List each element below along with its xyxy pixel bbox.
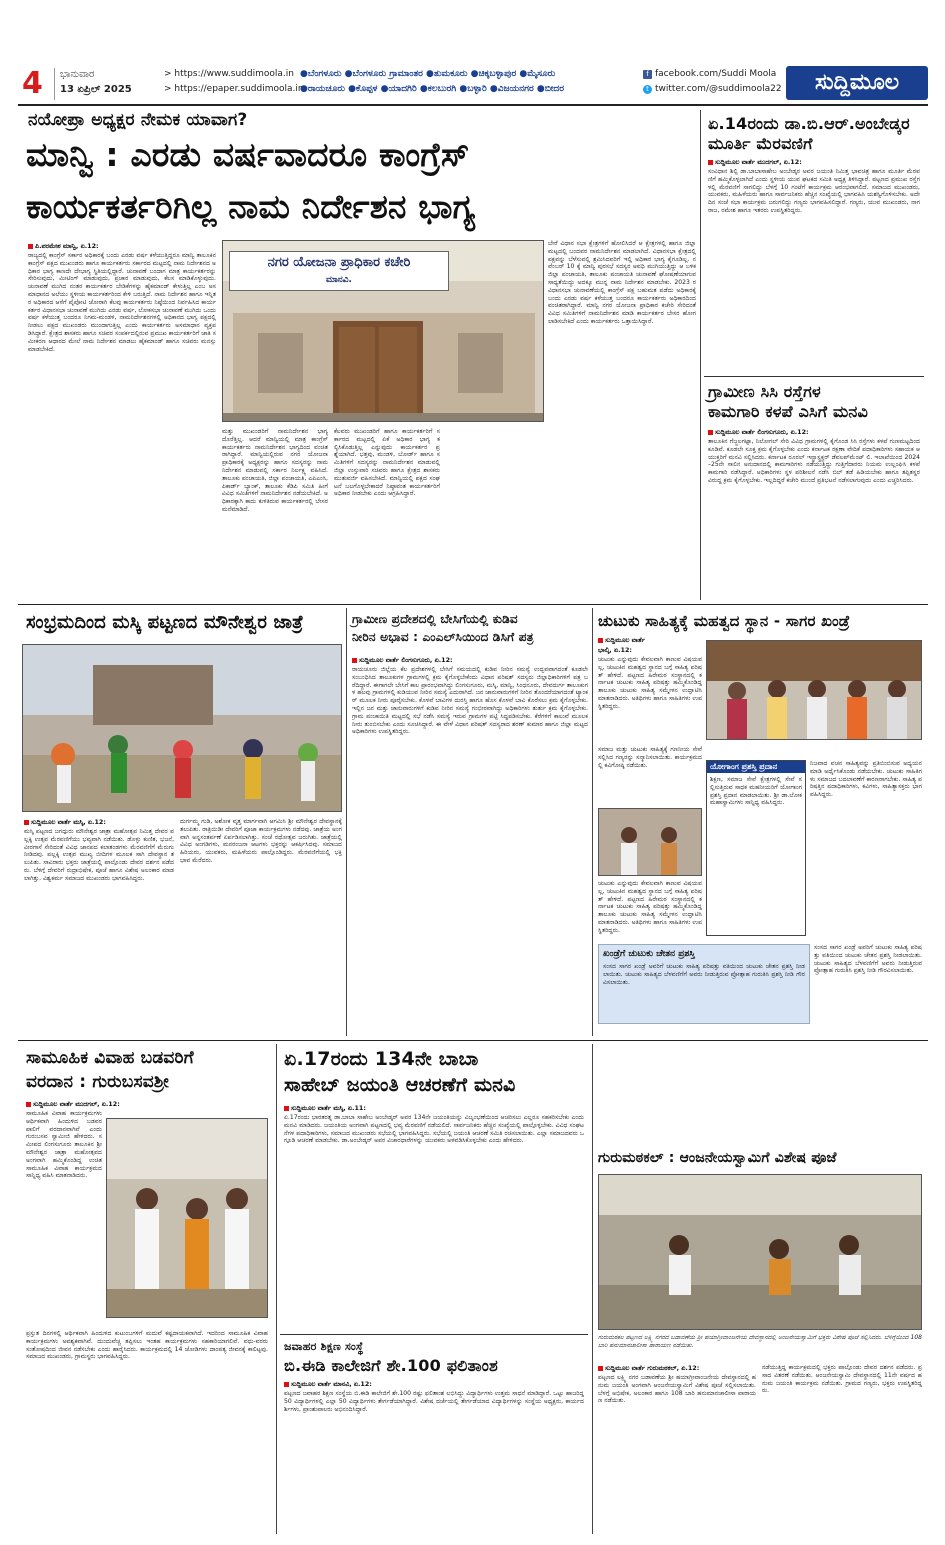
district-list-1: ●ಬೆಂಗಳೂರು ●ಬೆಂಗಳೂರು ಗ್ರಾಮಾಂತರ ●ತುಮಕೂರು ●ಚಿಕ್ಕಬಳ್ಳಾಪುರ ●ಮೈಸೂರು xyxy=(300,69,556,79)
gurumatkal-body-col1: ಪಟ್ಟಣದ ಲಕ್ಷ್ಮಿ ನಗರ ಬಡಾವಣೆಯ ಶ್ರೀ ಹಯಾಗ್ರೀವಾಂಜನೇಯ ದೇವಸ್ಥಾನದಲ್ಲಿ ಹನುಮ ಜಯಂತಿ ಅಂಗವಾಗಿ ಆಂಜನೇಯಸ್ವಾಮಿಗೆ ವಿಶೇಷ ಪೂಜೆ ಸಲ್ಲಿಸಲಾಯಿತು. ಬೆಳಗ್ಗೆ ಅಭಿಷೇಕ, ಅಲಂಕಾರ ಹಾಗೂ 108 ಬಾರಿ ಹನುಮಾನಚಾಲೀಸಾ ಪಾರಾಯಣ ನಡೆಯಿತು. xyxy=(598,1374,756,1405)
chutuku-body-col4: ಚುಟುಕು ಎನ್ನುವುದು ಕೇವಲವಾಗಿ ಕಾಣುವ ವಿಷಯವಲ್ಲ, ಚುಟುಕಿನ ಮಹತ್ವದ ಸ್ಥಾನದ ಬಗ್ಗೆ ಸಾಹಿತ್ಯ ಪರಿಷತ್ ಹೇಳಿದೆ. ಪಟ್ಟಣದ ಹಿರೇಮಠ ಸಂಸ್ಥಾನದಲ್ಲಿ ಕರ್ನಾಟಕ ಚುಟುಕು ಸಾಹಿತ್ಯ ಪರಿಷತ್ತು ಹಮ್ಮಿಕೊಂಡಿದ್ದ ತಾಲೂಕು ಚುಟುಕು ಸಾಹಿತ್ಯ ಸಮ್ಮೇಳನ ಉದ್ಘಾಟಿಸಿ ಮಾತನಾಡಿದರು. ಅತಿಥಿಗಳು ಹಾಗೂ ಸಾಹಿತಿಗಳು ಉಪಸ್ಥಿತರಿದ್ದರು. xyxy=(598,880,702,934)
twitter-icon: t xyxy=(643,85,652,94)
page-number: 4 xyxy=(22,66,43,101)
chutuku-place: ಭಾಲ್ಕಿ, ಏ.12: xyxy=(598,646,632,654)
jawahar-byline: ಸುದ್ದಿಮೂಲ ವಾರ್ತೆ ಮಾನವಿ, ಏ.12: xyxy=(284,1380,372,1388)
facebook-icon: f xyxy=(643,70,652,79)
lead-photo xyxy=(222,240,544,422)
ccroads-byline: ಸುದ್ದಿಮೂಲ ವಾರ್ತೆ ಲಿಂಗಸುಗೂರು, ಏ.12: xyxy=(708,428,809,436)
ambedkar-headline-2: ಮೂರ್ತಿ ಮೆರವಣಿಗೆ xyxy=(708,134,813,153)
chutuku-byline: ಸುದ್ದಿಮೂಲ ವಾರ್ತೆ xyxy=(598,636,645,644)
website-link[interactable]: > https://www.suddimoola.in xyxy=(164,69,294,79)
ambedkar-headline-1: ಏ.14ರಂದು ಡಾ.ಬಿ.ಆರ್.ಅಂಬೇಡ್ಕರ xyxy=(708,114,910,133)
gurumatkal-headline: ಗುರುಮಠಕಲ್ : ಆಂಜನೇಯಸ್ವಾಮಿಗೆ ವಿಶೇಷ ಪೂಜೆ xyxy=(598,1150,837,1166)
gurumatkal-body-col2: ನಡೆಯುತ್ತಿದ್ದ ಕಾರ್ಯಕ್ರಮದಲ್ಲಿ ಭಕ್ತರು ಪಾಲ್ಗೊಂಡು ದೇವರ ದರ್ಶನ ಪಡೆದರು. ಪ್ರಸಾದ ವಿತರಣೆ ನಡೆಯಿತು. ಆಂಜನೇಯಸ್ವಾಮಿ ದೇವಸ್ಥಾನದಲ್ಲಿ 11ನೇ ವರ್ಷದ ಹನುಮ ಜಯಂತಿ ಕಾರ್ಯಕ್ರಮ ನಡೆಯಿತು. ಗ್ರಾಮದ ಗಣ್ಯರು, ಭಕ್ತರು ಉಪಸ್ಥಿತರಿದ್ದರು. xyxy=(762,1364,922,1395)
ccroads-body: ತಾಲೂಕಿನ ಗೆಜ್ಜಲಗಟ್ಟಾ, ನಿಲೋಗಲ್ ಸೇರಿ ವಿವಿಧ ಗ್ರಾಮಗಳಲ್ಲಿ ಕೈಗೊಂಡ ಸಿಸಿ ರಸ್ತೆಗಳು ಕಳಪೆ ಗುಣಮಟ್ಟದಿಂದ ಕೂಡಿವೆ. ಕೂಡಲೇ ಸೂಕ್ತ ಕ್ರಮ ಕೈಗೊಳ್ಳಬೇಕು ಎಂದು ಕರ್ನಾಟಕ ರಕ್ಷಣಾ ವೇದಿಕೆ ಪದಾಧಿಕಾರಿಗಳು ಸಹಾಯಕ ಆಯುಕ್ತರಿಗೆ ಮನವಿ ಸಲ್ಲಿಸಿದರು. ಕರ್ನಾಟಕ ರೂರಲ್ ಇನ್ಫ್ರಾಸ್ಟ್ರಕ್ಚರ್ ಡೆವಲಪ್‌ಮೆಂಟ್ ಲಿ. ಇಲಾಖೆಯಿಂದ 2024–25ನೇ ಸಾಲಿನ ಅನುದಾನದಲ್ಲಿ ಕಾಮಗಾರಿಗಳು ನಡೆಯುತ್ತಿದ್ದು ಗುತ್ತಿಗೆದಾರರು ನಿಯಮ ಉಲ್ಲಂಘಿಸಿ ಕಳಪೆ ಕಾಮಗಾರಿ ನಡೆಸಿದ್ದಾರೆ. ಅಧಿಕಾರಿಗಳು ಸ್ಥಳ ಪರಿಶೀಲನೆ ನಡೆಸಿ ಬಿಲ್ ತಡೆ ಹಿಡಿಯಬೇಕು ಹಾಗೂ ತಪ್ಪಿತಸ್ಥರ ವಿರುದ್ಧ ಕ್ರಮ ಕೈಗೊಳ್ಳಬೇಕು. ಇಲ್ಲದಿದ್ದರೆ ಕಚೇರಿ ಮುಂದೆ ಪ್ರತಿಭಟನೆ ನಡೆಸಲಾಗುವುದು ಎಂದು ಎಚ್ಚರಿಸಿದರು. xyxy=(708,438,920,484)
baba-headline-2: ಸಾಹೇಬ್ ಜಯಂತಿ ಆಚರಣೆಗೆ ಮನವಿ xyxy=(284,1074,516,1096)
water-body: ರಾಯಚೂರು ಜಿಲ್ಲೆಯ ಕೆಲ ಪ್ರದೇಶಗಳಲ್ಲಿ ಬೇಸಿಗೆ ಸಮಯದಲ್ಲಿ ಕುಡಿವ ನೀರಿನ ಸಮಸ್ಯೆ ಉದ್ಭವವಾಗದಂತೆ ಕೂಡಲೇ ಸಂಬಂಧಿಸಿದ ತಾಲೂಕುಗಳ ಗ್ರಾಮಗಳಲ್ಲಿ ಕ್ರಮ ಕೈಗೊಳ್ಳಬೇಕೆಂದು ವಿಧಾನ ಪರಿಷತ್ ಸದಸ್ಯರು ಜಿಲ್ಲಾಧಿಕಾರಿಗಳಿಗೆ ಪತ್ರ ಬರೆದಿದ್ದಾರೆ. ಈಗಾಗಲೇ ಬೇಸಿಗೆ ಕಾಲ ಪ್ರಾರಂಭವಾಗಿದ್ದು ಲಿಂಗಸುಗೂರು, ಮಸ್ಕಿ, ಮಾನ್ವಿ, ಸಿಂಧನೂರು, ದೇವದುರ್ಗ ತಾಲೂಕುಗಳ ಹಲವು ಗ್ರಾಮಗಳಲ್ಲಿ ಕುಡಿಯುವ ನೀರಿನ ಸಮಸ್ಯೆ ಎದುರಾಗಿದೆ. ಜನ ಜಾನುವಾರುಗಳಿಗೆ ನೀರಿನ ತೊಂದರೆಯಾಗದಂತೆ ಟ್ಯಾಂಕರ್ ಮೂಲಕ ನೀರು ಪೂರೈಸಬೇಕು. ಕೊಳವೆ ಬಾವಿಗಳ ದುರಸ್ತಿ ಹಾಗೂ ಹೊಸ ಕೊಳವೆ ಬಾವಿ ಕೊರೆಸಲು ಕ್ರಮ ಕೈಗೊಳ್ಳಬೇಕು. ಇಲ್ಲಿನ ಜನ ಮತ್ತು ಜಾನುವಾರುಗಳಿಗೆ ಕುಡಿವ ನೀರಿನ ಸಮಸ್ಯೆ ಗಂಭೀರವಾಗಿದ್ದು ಅಧಿಕಾರಿಗಳು ತುರ್ತು ಕ್ರಮ ಕೈಗೊಳ್ಳಬೇಕು. ಗ್ರಾಮ ಪಂಚಾಯಿತಿ ಮಟ್ಟದಲ್ಲಿ ಸಭೆ ನಡೆಸಿ ಸಮಸ್ಯೆ ಇರುವ ಗ್ರಾಮಗಳ ಪಟ್ಟಿ ಸಿದ್ಧಪಡಿಸಬೇಕು. ಕೆರೆಗಳಿಗೆ ಕಾಲುವೆ ಮೂಲಕ ನೀರು ತುಂಬಿಸಬೇಕು ಎಂದು ಸೂಚಿಸಿದ್ದಾರೆ. ಈ ವೇಳೆ ವಿಧಾನ ಪರಿಷತ್ ಸದಸ್ಯರಾದ ಶರಣ್ ಕುಮಾರ ಹಾಗೂ ಜಿಲ್ಲಾ ಮಟ್ಟದ ಅಧಿಕಾರಿಗಳು ಉಪಸ್ಥಿತರಿದ್ದರು. xyxy=(352,666,588,736)
lead-body-col3: ಕೆಲವರು ಮುಖಂಡರಿಗೆ ಹಾಗೂ ಕಾರ್ಯಕರ್ತರಿಗೆ ಸರ್ಕಾರದ ಮಟ್ಟದಲ್ಲಿ ಏಕೆ ಅಧಿಕಾರ ಭಾಗ್ಯ ಕಲ್ಪಿಸಿಕೊಡುತ್ತಿಲ್ಲ ಎನ್ನುವುದು ಕಾರ್ಯಕರ್ತರ ಪ್ರಶ್ನೆಯಾಗಿದೆ. ಭತ್ತವು, ಮಂಡಳಿ, ಬೋರ್ಡ್ ಹಾಗೂ ಸಮಿತಿಗಳಿಗೆ ಸದಸ್ಯರನ್ನು ನಾಮನಿರ್ದೇಶನ ಮಾಡುವಲ್ಲಿ ಜಿಲ್ಲಾ ಉಸ್ತುವಾರಿ ಸಚಿವರು ಹಾಗೂ ಕ್ಷೇತ್ರದ ಶಾಸಕರು ಮುತುವರ್ಜಿ ವಹಿಸಬೇಕಿದೆ. ಮಾನ್ವಿಯಲ್ಲಿ ಪಕ್ಷದ ಸಂಘಟನೆ ಬಲಗೊಳ್ಳಬೇಕಾದರೆ ನಿಷ್ಠಾವಂತ ಕಾರ್ಯಕರ್ತರಿಗೆ ಅಧಿಕಾರ ನೀಡಬೇಕು ಎಂದು ಆಗ್ರಹಿಸಿದ್ದಾರೆ. xyxy=(334,428,440,498)
ccroads-headline-2: ಕಾಮಗಾರಿ ಕಳಪೆ ಎಸಿಗೆ ಮನವಿ xyxy=(708,402,869,421)
gurumatkal-photo xyxy=(598,1174,922,1330)
chutuku-body-col3: ನಿಜವಾದ ವಚನ ಸಾಹಿತ್ಯವನ್ನು ಪ್ರತಿಬಿಂಬಿಸುವ ಅಧ್ಯಯನ ಮಾಡಿ ಅರ್ಥೈಸಿಕೊಂಡು ನಡೆಯಬೇಕು. ಚುಟುಕು ಸಾಹಿತಿಗಳು ಸಮಾಜದ ಬದಲಾವಣೆಗೆ ಕಾರಣರಾಗಬೇಕು. ಸಾಹಿತ್ಯ ಪರಿಷತ್ತಿನ ಪದಾಧಿಕಾರಿಗಳು, ಕವಿಗಳು, ಸಾಹಿತ್ಯಾಸಕ್ತರು ಭಾಗವಹಿಸಿದ್ದರು. xyxy=(810,760,922,799)
lead-body-col1: ರಾಜ್ಯದಲ್ಲಿ ಕಾಂಗ್ರೆಸ್ ಸರ್ಕಾರ ಅಧಿಕಾರಕ್ಕೆ ಬಂದು ಎರಡು ವರ್ಷ ಕಳೆಯುತ್ತಿದ್ದರೂ ಮಾನ್ವಿ ತಾಲೂಕಿನ ಕಾಂಗ್ರೆಸ್ ಪಕ್ಷದ ಮುಖಂಡರು ಹಾಗೂ ಕಾರ್ಯಕರ್ತರು ಸರ್ಕಾರದ ಮಟ್ಟದಲ್ಲಿ ನಾಮ ನಿರ್ದೇಶನದ ಅಧಿಕಾರ ಭಾಗ್ಯ ಕಾಣದೇ ದೇಭಾಗ್ಯ ಸ್ಥಿತಿಯಲ್ಲಿದ್ದಾರೆ. ಚುನಾವಣೆ ಬಂದಾಗ ಮಾತ್ರ ಕಾರ್ಯಕರ್ತರನ್ನು ಸೇರಿಸುವುದು, ಮೀಟಿಂಗ್ ಮಾಡುವುದು, ಪ್ರಚಾರ ಮಾಡುವುದು, ಕೆಲಸ ಮಾಡಿಕೊಳ್ಳುವುದು. ಚುನಾವಣೆ ಮುಗಿದ ನಂತರ ಕಾರ್ಯಕರ್ತರ ಬೇಡಿಕೆಗಳನ್ನು ಹೈಕಮಾಂಡ್ ಕೇಳುತ್ತಿಲ್ಲ ಎಂಬ ಅಸಮಾಧಾನದ ಅಲೆಯು ಸ್ಥಳೀಯ ಕಾರ್ಯಕರ್ತರಿಂದ ಕೇಳಿ ಬರುತ್ತಿದೆ. ನಾಮ ನಿರ್ದೇಶನ ಹಾಗೂ ಇನ್ನಿತರ ಅಧಿಕಾರದ ಆಸೆಗೆ ಪೈಪೋಟಿ ಜೋರಾಗಿ ಕೆಲವು ಕಾರ್ಯಕರ್ತರು ನಿಷ್ಠೆಯಿಂದ ನಿರ್ವಹಿಸಿದ ಕಾರ್ಯಕರ್ತರ ವಿಧಾನಸಭಾ ಚುನಾವಣೆ ಮುಗಿದು ಎರಡು ವರ್ಷ, ಲೋಕಸಭಾ ಚುನಾವಣೆ ಮುಗಿದು ಒಂದು ವರ್ಷ ಕಳೆಯುತ್ತ ಬಂದರೂ ನಿಗಮ-ಮಂಡಳಿ, ನಾಮನಿರ್ದೇಶನಗಳಲ್ಲಿ ಅಧಿಕಾರದ ಭಾಗ್ಯ ಪಕ್ಷದಲ್ಲಿ ನೀಡಲು ಪಕ್ಷದ ಮುಖಂಡರು ಮುಂದಾಗುತ್ತಿಲ್ಲ ಎಂದು ಕಾರ್ಯಕರ್ತರು ಅಸಮಾಧಾನ ವ್ಯಕ್ತಪಡಿಸಿದ್ದಾರೆ. ಕ್ಷೇತ್ರದ ಶಾಸಕರು ಹಾಗೂ ಸಚಿವರ ಸಂಪರ್ಕದಲ್ಲಿರುವ ಪ್ರಮುಖ ಕಾರ್ಯಕರ್ತರಿಗೆ ಜಾತಿ ಸಮೀಕರಣ ಆಧಾರದ ಮೇಲೆ ನಾಮ ನಿರ್ದೇಶನ ಮಾಡಲು ಹೈಕಮಾಂಡ್ ಹಾಗೂ ಸಚಿವರು ಮನಸ್ಸು ಮಾಡಬೇಕಿದೆ. xyxy=(28,252,216,353)
lead-headline-2: ಕಾರ್ಯಕರ್ತರಿಗಿಲ್ಲ ನಾಮ ನಿರ್ದೇಶನ ಭಾಗ್ಯ xyxy=(26,187,476,226)
office-sign: ನಗರ ಯೋಜನಾ ಪ್ರಾಧಿಕಾರ ಕಚೇರಿ ಮಾನವಿ. xyxy=(229,251,449,291)
vivaha-photo xyxy=(106,1118,268,1318)
chutuku-body-col2: ಸಮಾಜ ಮತ್ತು ಚುಟುಕು ಸಾಹಿತ್ಯಕ್ಕೆ ಗಣನೀಯ ಸೇವೆ ಸಲ್ಲಿಸಿದ ಗಣ್ಯರನ್ನು ಸನ್ಮಾನಿಸಲಾಯಿತು. ಕಾರ್ಯಕ್ರಮದಲ್ಲಿ ಕವಿಗೋಷ್ಠಿ ನಡೆಯಿತು. xyxy=(598,746,702,769)
jatre-body-col1: ಮಸ್ಕಿ ಪಟ್ಟಣದ ಜಗದ್ಗುರು ಮೌನೇಶ್ವರ ಜಾತ್ರಾ ಮಹೋತ್ಸವ ನಿಮಿತ್ತ ದೇವರ ಪಲ್ಲಕ್ಕಿ ಉತ್ಸವ ಮೆರವಣಿಗೆಯು ಭವ್ಯವಾಗಿ ನಡೆಯಿತು. ಡೊಳ್ಳು ಕುಣಿತ, ಭಜನೆ, ವೀರಗಾಸೆ ಸೇರಿದಂತೆ ವಿವಿಧ ಜಾನಪದ ಕಲಾತಂಡಗಳು ಮೆರವಣಿಗೆಗೆ ಮೆರುಗು ನೀಡಿದವು. ಪಲ್ಲಕ್ಕಿ ಉತ್ಸವ ಮುಖ್ಯ ಬೀದಿಗಳ ಮೂಲಕ ಸಾಗಿ ದೇವಸ್ಥಾನ ತಲುಪಿತು. ಸಾವಿರಾರು ಭಕ್ತರು ಜಾತ್ರೆಯಲ್ಲಿ ಪಾಲ್ಗೊಂಡು ದೇವರ ದರ್ಶನ ಪಡೆದರು. ಬೆಳಿಗ್ಗೆ ದೇವರಿಗೆ ರುದ್ರಾಭಿಷೇಕ, ಪೂಜೆ ಹಾಗೂ ವಿಶೇಷ ಅಲಂಕಾರ ಮಾಡಲಾಗಿತ್ತು. ವಿಶ್ವಕರ್ಮ ಸಮಾಜದ ಮುಖಂಡರು ಭಾಗವಹಿಸಿದ್ದರು. xyxy=(24,828,174,882)
lead-body-col4: ಬೇರೆ ವಿಧಾನ ಸಭಾ ಕ್ಷೇತ್ರಗಳಿಗೆ ಹೋಲಿಸಿದರೆ ಆ ಕ್ಷೇತ್ರಗಳಲ್ಲಿ ಹಾಗೂ ಜಿಲ್ಲಾ ಮಟ್ಟದಲ್ಲಿ ಬಂದವರ ನಾಮನಿರ್ದೇಶನ ಮಾಡಲಾಗಿದೆ. ವಿಧಾನಸಭಾ ಕ್ಷೇತ್ರದಲ್ಲಿ ಪಕ್ಷವನ್ನು ಬೆಳೆಸುವಲ್ಲಿ ಶ್ರಮಿಸಿದವರಿಗೆ ಇಲ್ಲಿ ಅಧಿಕಾರ ಭಾಗ್ಯ ಕೈಗೂಡಿಲ್ಲ. ನವೆಂಬರ್ 10 ಕ್ಕೆ ಮಾನ್ವಿ ಪುರಸಭೆ ಸದಸ್ಯರ ಅವಧಿ ಮುಗಿಯುತ್ತಿದ್ದು ಆ ಬಳಿಕ ಜಿಲ್ಲಾ ಪಂಚಾಯತಿ, ತಾಲೂಕು ಪಂಚಾಯತಿ ಚುನಾವಣೆ ಘೋಷಣೆಯಾಗುವ ಸಾಧ್ಯತೆಯಿದ್ದು ಅದಕ್ಕೂ ಮುನ್ನ ನಾಮ ನಿರ್ದೇಶನ ಮಾಡಬೇಕು. 2023 ರ ವಿಧಾನಸಭಾ ಚುನಾವಣೆಯಲ್ಲಿ ಕಾಂಗ್ರೆಸ್ ಪಕ್ಷ ಬಹುಮತ ಪಡೆದು ಅಧಿಕಾರಕ್ಕೆ ಬಂದು ಎರಡು ವರ್ಷ ಕಳೆಯುತ್ತ ಬಂದರೂ ಕಾರ್ಯಕರ್ತರು ಅಧಿಕಾರದಿಂದ ವಂಚಿತರಾಗಿದ್ದಾರೆ. ಮಾನ್ವಿ ನಗರ ಯೋಜನಾ ಪ್ರಾಧಿಕಾರ ಕಚೇರಿ ಸೇರಿದಂತೆ ವಿವಿಧ ಸಮಿತಿಗಳಿಗೆ ನಾಮನಿರ್ದೇಶನ ಮಾಡಿ ಕಾರ್ಯಕರ್ತರ ಬೇಸರ ಹೋಗಲಾಡಿಸಬೇಕಿದೆ ಎಂದು ಕಾರ್ಯಕರ್ತರು ಒತ್ತಾಯಿಸಿದ್ದಾರೆ. xyxy=(548,240,696,325)
jatre-photo xyxy=(22,644,342,812)
logo xyxy=(786,66,928,100)
jawahar-headline: ಬಿ.ಈಡಿ ಕಾಲೇಜಿಗೆ ಶೇ.100 ಫಲಿತಾಂಶ xyxy=(284,1356,498,1375)
facebook-link[interactable]: f facebook.com/Suddi Moola xyxy=(643,69,776,79)
jawahar-kicker: ಜವಾಹರ ಶಿಕ್ಷಣ ಸಂಸ್ಥೆ xyxy=(284,1340,364,1353)
khandre-award-box xyxy=(598,944,810,1024)
chutuku-body-col1: ಚುಟುಕು ಎನ್ನುವುದು ಕೇವಲವಾಗಿ ಕಾಣುವ ವಿಷಯವಲ್ಲ, ಚುಟುಕಿನ ಮಹತ್ವದ ಸ್ಥಾನದ ಬಗ್ಗೆ ಸಾಹಿತ್ಯ ಪರಿಷತ್ ಹೇಳಿದೆ. ಪಟ್ಟಣದ ಹಿರೇಮಠ ಸಂಸ್ಥಾನದಲ್ಲಿ ಕರ್ನಾಟಕ ಚುಟುಕು ಸಾಹಿತ್ಯ ಪರಿಷತ್ತು ಹಮ್ಮಿಕೊಂಡಿದ್ದ ತಾಲೂಕು ಚುಟುಕು ಸಾಹಿತ್ಯ ಸಮ್ಮೇಳನ ಉದ್ಘಾಟಿಸಿ ಮಾತನಾಡಿದರು. ಅತಿಥಿಗಳು ಹಾಗೂ ಸಾಹಿತಿಗಳು ಉಪಸ್ಥಿತರಿದ್ದರು. xyxy=(598,656,702,710)
water-headline-2: ನೀರಿನ ಅಭಾವ : ಎಂಎಲ್‌ಸಿಯಿಂದ ಡಿಸಿಗೆ ಪತ್ರ xyxy=(352,630,534,644)
baba-body: ಏ.17ರಂದು ಭಾರತರತ್ನ ಡಾ.ಬಾಬಾ ಸಾಹೇಬ ಅಂಬೇಡ್ಕರ್ ಅವರ 134ನೇ ಜಯಂತಿಯನ್ನು ವಿಜೃಂಭಣೆಯಿಂದ ಆಚರಿಸಲು ಎಲ್ಲರೂ ಸಹಕರಿಸಬೇಕು ಎಂದು ಮನವಿ ಮಾಡಿದರು. ಜಯಂತಿಯ ಅಂಗವಾಗಿ ಪಟ್ಟಣದಲ್ಲಿ ಭವ್ಯ ಮೆರವಣಿಗೆ ನಡೆಯಲಿದೆ. ಸಾರ್ವಜನಿಕರು ಹೆಚ್ಚಿನ ಸಂಖ್ಯೆಯಲ್ಲಿ ಪಾಲ್ಗೊಳ್ಳಬೇಕು. ವಿವಿಧ ಸಂಘಟನೆಗಳ ಪದಾಧಿಕಾರಿಗಳು, ಸಮಾಜದ ಮುಖಂಡರು ಸಭೆಯಲ್ಲಿ ಭಾಗವಹಿಸಿದ್ದರು. ಸಭೆಯಲ್ಲಿ ಜಯಂತಿ ಆಚರಣೆ ಸಮಿತಿ ರಚಿಸಲಾಯಿತು. ಎಲ್ಲಾ ಸಮಾಜದವರು ಒಗ್ಗೂಡಿ ಆಚರಣೆ ಮಾಡಬೇಕು. ಡಾ.ಅಂಬೇಡ್ಕರ್ ಅವರ ವಿಚಾರಧಾರೆಗಳನ್ನು ಯುವಕರು ಅಳವಡಿಸಿಕೊಳ್ಳಬೇಕು ಎಂದು ಹೇಳಿದರು. xyxy=(284,1114,584,1145)
logo-text: ಸುದ್ದಿಮೂಲ xyxy=(814,70,900,95)
yogaanga-title: ಯೋಗಾಂಗ ಪ್ರಶಸ್ತಿ ಪ್ರದಾನ xyxy=(707,761,805,773)
lead-headline-1: ಮಾನ್ವಿ : ಎರಡು ವರ್ಷವಾದರೂ ಕಾಂಗ್ರೆಸ್ xyxy=(26,135,470,174)
ccroads-headline-1: ಗ್ರಾಮೀಣ ಸಿಸಿ ರಸ್ತೆಗಳ xyxy=(708,382,821,401)
vivaha-body-col2: ಪ್ರಸ್ತುತ ದಿನಗಳಲ್ಲಿ ಆರ್ಥಿಕವಾಗಿ ಹಿಂದುಳಿದ ಕುಟುಂಬಗಳಿಗೆ ಮದುವೆ ಕಷ್ಟದಾಯಕವಾಗಿದೆ. ಇದರಿಂದ ಸಾಮೂಹಿಕ ವಿವಾಹ ಕಾರ್ಯಕ್ರಮಗಳು ಅವಶ್ಯಕವಾಗಿವೆ. ದುಂದುವೆಚ್ಚ ತಪ್ಪಿಸಲು ಇಂತಹ ಕಾರ್ಯಕ್ರಮಗಳು ಸಹಕಾರಿಯಾಗಲಿವೆ. ವಧು-ವರರು ಸಂತೋಷದಿಂದ ಜೀವನ ನಡೆಸಬೇಕು ಎಂದು ಹಾರೈಸಿದರು. ಕಾರ್ಯಕ್ರಮದಲ್ಲಿ 14 ಜೋಡಿಗಳು ದಾಂಪತ್ಯ ಜೀವನಕ್ಕೆ ಕಾಲಿಟ್ಟವು. ಸಮಾಜದ ಮುಖಂಡರು, ಗ್ರಾಮಸ್ಥರು ಭಾಗವಹಿಸಿದ್ದರು. xyxy=(26,1330,268,1361)
vivaha-headline-1: ಸಾಮೂಹಿಕ ವಿವಾಹ ಬಡವರಿಗೆ xyxy=(26,1048,194,1068)
yogaanga-body: ಶಿಕ್ಷಣ, ಸಮಾಜ ಸೇವೆ ಕ್ಷೇತ್ರಗಳಲ್ಲಿ ಸೇವೆ ಸಲ್ಲಿಸುತ್ತಿರುವ ಸಾಧಕ ಮಹನೀಯರಿಗೆ ಯೋಗಾಂಗ ಪ್ರಶಸ್ತಿ ಪ್ರದಾನ ಮಾಡಲಾಯಿತು. ಶ್ರೀ ಡಾ.ಲೋಕ ಮಹಾಸ್ವಾಮಿಗಳು ಸಾನ್ನಿಧ್ಯ ವಹಿಸಿದ್ದರು. xyxy=(710,776,802,807)
khandre-award-body: ಸಂಸದ ಸಾಗರ ಖಂಡ್ರೆ ಅವರಿಗೆ ಚುಟುಕು ಸಾಹಿತ್ಯ ಪರಿಷತ್ತು ವತಿಯಿಂದ ಚುಟುಕು ಚೇತನ ಪ್ರಶಸ್ತಿ ನೀಡಲಾಯಿತು. ಚುಟುಕು ಸಾಹಿತ್ಯದ ಬೆಳವಣಿಗೆಗೆ ಅವರು ನೀಡುತ್ತಿರುವ ಪ್ರೋತ್ಸಾಹ ಗುರುತಿಸಿ ಪ್ರಶಸ್ತಿ ನೀಡಿ ಗೌರವಿಸಲಾಯಿತು. xyxy=(603,963,805,986)
issue-day: ಭಾನುವಾರ xyxy=(60,69,95,80)
lead-kicker: ನಯೋಪ್ರಾ ಅಧ್ಯಕ್ಷರ ನೇಮಕ ಯಾವಾಗ? xyxy=(28,110,248,130)
epaper-link[interactable]: > https://epaper.suddimoola.in xyxy=(164,84,304,94)
jatre-headline: ಸಂಭ್ರಮದಿಂದ ಮಸ್ಕಿ ಪಟ್ಟಣದ ಮೌನೇಶ್ವರ ಜಾತ್ರೆ xyxy=(26,612,304,633)
award-photo xyxy=(598,808,702,876)
masthead xyxy=(18,66,928,104)
water-byline: ಸುದ್ದಿಮೂಲ ವಾರ್ತೆ ಲಿಂಗಸುಗೂರು, ಏ.12: xyxy=(352,656,453,664)
vivaha-headline-2: ವರದಾನ : ಗುರುಬಸವಶ್ರೀ xyxy=(26,1072,169,1092)
chutuku-headline: ಚುಟುಕು ಸಾಹಿತ್ಯಕ್ಕೆ ಮಹತ್ವದ ಸ್ಥಾನ - ಸಾಗರ ಖಂಡ್ರೆ xyxy=(598,612,850,630)
chutuku-body-col5: ಸಂಸದ ಸಾಗರ ಖಂಡ್ರೆ ಅವರಿಗೆ ಚುಟುಕು ಸಾಹಿತ್ಯ ಪರಿಷತ್ತು ವತಿಯಿಂದ ಚುಟುಕು ಚೇತನ ಪ್ರಶಸ್ತಿ ನೀಡಲಾಯಿತು. ಚುಟುಕು ಸಾಹಿತ್ಯದ ಬೆಳವಣಿಗೆಗೆ ಅವರು ನೀಡುತ್ತಿರುವ ಪ್ರೋತ್ಸಾಹ ಗುರುತಿಸಿ ಪ್ರಶಸ್ತಿ ನೀಡಿ ಗೌರವಿಸಲಾಯಿತು. xyxy=(814,944,922,975)
vivaha-body-col1: ಸಾಮೂಹಿಕ ವಿವಾಹ ಕಾರ್ಯಕ್ರಮಗಳು ಆರ್ಥಿಕವಾಗಿ ಹಿಂದುಳಿದ ಬಡವರ ಪಾಲಿಗೆ ವರದಾನವಾಗಿವೆ ಎಂದು ಗುರುಬಸವ ಸ್ವಾಮೀಜಿ ಹೇಳಿದರು. ಸಮೀಪದ ಲಿಂಗಸುಗೂರು ತಾಲೂಕಿನ ಶ್ರೀ ಮೌನೇಶ್ವರ ಜಾತ್ರಾ ಮಹೋತ್ಸವದ ಅಂಗವಾಗಿ ಹಮ್ಮಿಕೊಂಡಿದ್ದ ಉಚಿತ ಸಾಮೂಹಿಕ ವಿವಾಹ ಕಾರ್ಯಕ್ರಮದ ಸಾನ್ನಿಧ್ಯ ವಹಿಸಿ ಮಾತನಾಡಿದರು. xyxy=(26,1110,102,1180)
issue-date: 13 ಏಪ್ರಿಲ್ 2025 xyxy=(60,84,132,95)
chutuku-photo xyxy=(706,640,922,740)
gurumatkal-byline: ಸುದ್ದಿಮೂಲ ವಾರ್ತೆ ಗುರುಮಠಕಲ್, ಏ.12: xyxy=(598,1364,699,1372)
baba-headline-1: ಏ.17ರಂದು 134ನೇ ಬಾಬಾ xyxy=(284,1048,479,1070)
jawahar-body: ಪಟ್ಟಣದ ಜವಾಹರ ಶಿಕ್ಷಣ ಸಂಸ್ಥೆಯ ಬಿ.ಈಡಿ ಕಾಲೇಜಿಗೆ ಶೇ.100 ರಷ್ಟು ಫಲಿತಾಂಶ ಲಭಿಸಿದ್ದು ವಿದ್ಯಾರ್ಥಿಗಳು ಉತ್ತಮ ಸಾಧನೆ ಮಾಡಿದ್ದಾರೆ. ಒಟ್ಟು ಹಾಜರಿದ್ದ 50 ವಿದ್ಯಾರ್ಥಿಗಳಲ್ಲಿ ಎಲ್ಲಾ 50 ವಿದ್ಯಾರ್ಥಿಗಳು ತೇರ್ಗಡೆಯಾಗಿದ್ದಾರೆ. ವಿಶೇಷ ದರ್ಜೆಯಲ್ಲಿ ತೇರ್ಗಡೆಯಾದ ವಿದ್ಯಾರ್ಥಿಗಳನ್ನು ಸಂಸ್ಥೆಯ ಅಧ್ಯಕ್ಷರು, ಕಾರ್ಯದರ್ಶಿಗಳು, ಪ್ರಾಂಶುಪಾಲರು ಅಭಿನಂದಿಸಿದ್ದಾರೆ. xyxy=(284,1390,584,1413)
yogaanga-box xyxy=(706,760,806,936)
gurumatkal-caption: ಗುರುಮಠಕಲ ಪಟ್ಟಣದ ಲಕ್ಷ್ಮಿ ನಗರದ ಬಡಾವಣೆಯ ಶ್ರೀ ಹಯಾಗ್ರೀವಾಂಜನೇಯ ದೇವಸ್ಥಾನದಲ್ಲಿ ಅಂಜನೇಯಸ್ವಾಮಿಗೆ ಭಕ್ತರು ವಿಶೇಷ ಪೂಜೆ ಸಲ್ಲಿಸಿದರು. ಬೆಳಿಗ್ಗೆಯಿಂದ 108 ಬಾರಿ ಹನುಮಾನಚಾಲೀಸಾ ಪಾರಾಯಣ ನಡೆಯಿತು. xyxy=(598,1334,922,1349)
lead-byline: ಪಿ.ಪರಮೇಶ ಮಾನ್ವಿ, ಏ.12: xyxy=(28,242,99,250)
khandre-award-title: ಖಂಡ್ರೆಗೆ ಚುಟುಕು ಚೇತನ ಪ್ರಶಸ್ತಿ xyxy=(603,949,695,959)
ambedkar-byline: ಸುದ್ದಿಮೂಲ ವಾರ್ತೆ ಮುದಗಲ್, ಏ.12: xyxy=(708,158,802,166)
jatre-byline: ಸುದ್ದಿಮೂಲ ವಾರ್ತೆ ಮಸ್ಕಿ, ಏ.12: xyxy=(24,818,106,826)
vivaha-byline: ಸುದ್ದಿಮೂಲ ವಾರ್ತೆ ಮುದಗಲ್, ಏ.12: xyxy=(26,1100,120,1108)
lead-body-col2: ಮತ್ತು ಮುಖಂಡರಿಗೆ ನಾಮನಿರ್ದೇಶನ ಭಾಗ್ಯ ದೊರೆತ್ತಿಲ್ಲ. ಆದರೆ ಮಾನ್ವಿಯಲ್ಲಿ ಮಾತ್ರ ಕಾಂಗ್ರೆಸ್ ಕಾರ್ಯಕರ್ತರು ನಾಮನಿರ್ದೇಶನ ಭಾಗ್ಯದಿಂದ ವಂಚಿತರಾಗಿದ್ದಾರೆ. ಮಾನ್ವಿಯಲ್ಲಿರುವ ನಗರ ಯೋಜನಾ ಪ್ರಾಧಿಕಾರಕ್ಕೆ ಅಧ್ಯಕ್ಷರನ್ನು ಹಾಗೂ ಸದಸ್ಯರನ್ನು ನಾಮನಿರ್ದೇಶನ ಮಾಡುವಲ್ಲಿ ಸರ್ಕಾರ ನಿರ್ಲಕ್ಷ್ಯ ವಹಿಸಿದೆ. ತಾಲೂಕು ಪಂಚಾಯತಿ, ಜಿಲ್ಲಾ ಪಂಚಾಯತಿ, ಎಪಿಎಂಸಿ, ಪಿಕಾರ್ಡ್ ಬ್ಯಾಂಕ್, ತಾಲೂಕು ಕೆಡಿಪಿ ಸಮಿತಿ ಹೀಗೆ ವಿವಿಧ ಸಮಿತಿಗಳಿಗೆ ನಾಮನಿರ್ದೇಶನ ನಡೆಯಬೇಕಿದೆ. ಅಧಿಕಾರಕ್ಕಾಗಿ ಕಾದು ಕುಳಿತಿರುವ ಕಾರ್ಯಕರ್ತರಲ್ಲಿ ಬೇಸರ ಮನೆಮಾಡಿದೆ. xyxy=(222,428,328,513)
twitter-link[interactable]: t twitter.com/@suddimoola22 xyxy=(643,84,782,94)
baba-byline: ಸುದ್ದಿಮೂಲ ವಾರ್ತೆ ಮಸ್ಕಿ, ಏ.11: xyxy=(284,1104,366,1112)
ambedkar-body: ಸಂವಿಧಾನ ಶಿಲ್ಪಿ ಡಾ.ಬಾಬಾಸಾಹೇಬ ಅಂಬೇಡ್ಕರ ಅವರ ಜಯಂತಿ ನಿಮಿತ್ತ ಭಾವಚಿತ್ರ ಹಾಗೂ ಮೂರ್ತಿ ಮೆರವಣಿಗೆ ಹಮ್ಮಿಕೊಳ್ಳಲಾಗಿದೆ ಎಂದು ಸ್ಥಳೀಯ ಯುವ ಘಟಕದ ಸಮಿತಿ ಅಧ್ಯಕ್ಷ ತಿಳಿಸಿದ್ದಾರೆ. ಪಟ್ಟಣದ ಪ್ರಮುಖ ರಸ್ತೆಗಳಲ್ಲಿ ಮೆರವಣಿಗೆ ಸಾಗಲಿದ್ದು ಬೆಳಗ್ಗೆ 10 ಗಂಟೆಗೆ ಕಾರ್ಯಕ್ರಮ ಆರಂಭವಾಗಲಿದೆ. ಸಮಾಜದ ಮುಖಂಡರು, ಯುವಕರು, ಮಹಿಳೆಯರು ಹಾಗೂ ಸಾರ್ವಜನಿಕರು ಹೆಚ್ಚಿನ ಸಂಖ್ಯೆಯಲ್ಲಿ ಭಾಗವಹಿಸಿ ಯಶಸ್ವಿಗೊಳಿಸಬೇಕು. ಅದೇ ದಿನ ಸಂಜೆ ಸಭಾ ಕಾರ್ಯಕ್ರಮ ಜರುಗಲಿದ್ದು ಗಣ್ಯರು ಭಾಗವಹಿಸಲಿದ್ದಾರೆ. ಗಣ್ಯರು, ಯುವ ಮುಖಂಡರು, ನಾಗರಾಜ, ರಮೇಶ ಹಾಗೂ ಇತರರು ಉಪಸ್ಥಿತರಿದ್ದರು. xyxy=(708,168,920,214)
water-headline-1: ಗ್ರಾಮೀಣ ಪ್ರದೇಶದಲ್ಲಿ ಬೇಸಿಗೆಯಲ್ಲಿ ಕುಡಿವ xyxy=(352,612,518,626)
district-list-2: ●ರಾಯಚೂರು ●ಕೊಪ್ಪಳ ●ಯಾದಗಿರಿ ●ಕಲಬುರಗಿ ●ಬಳ್ಳಾರಿ ●ವಿಜಯನಗರ ●ಬೀದರ xyxy=(300,84,565,94)
jatre-body-col2: ದುರ್ಗಮ್ಮ ಗುಡಿ, ಅಶೋಕ ವೃತ್ತ ಮಾರ್ಗವಾಗಿ ಆಗಮಿಸಿ ಶ್ರೀ ಮೌನೇಶ್ವರ ದೇವಸ್ಥಾನಕ್ಕೆ ತಲುಪಿತು. ರಾತ್ರಿಯಿಡೀ ದೇವರಿಗೆ ಪೂಜಾ ಕಾರ್ಯಕ್ರಮಗಳು ನಡೆದವು. ಜಾತ್ರೆಯ ಅಂಗವಾಗಿ ಅನ್ನಸಂತರ್ಪಣೆ ಏರ್ಪಡಿಸಲಾಗಿತ್ತು. ಸಂಜೆ ರಥೋತ್ಸವ ಜರುಗಿತು. ಜಾತ್ರೆಯಲ್ಲಿ ವಿವಿಧ ಅಂಗಡಿಗಳು, ಮನರಂಜನಾ ಆಟಗಳು ಭಕ್ತರನ್ನು ಆಕರ್ಷಿಸಿದವು. ಸಮಾಜದ ಹಿರಿಯರು, ಯುವಕರು, ಮಹಿಳೆಯರು ಪಾಲ್ಗೊಂಡಿದ್ದರು. ಮೆರವಣಿಗೆಯಲ್ಲಿ ಭಕ್ತಿ ಭಾವ ಮೆರೆದರು. xyxy=(180,818,342,864)
